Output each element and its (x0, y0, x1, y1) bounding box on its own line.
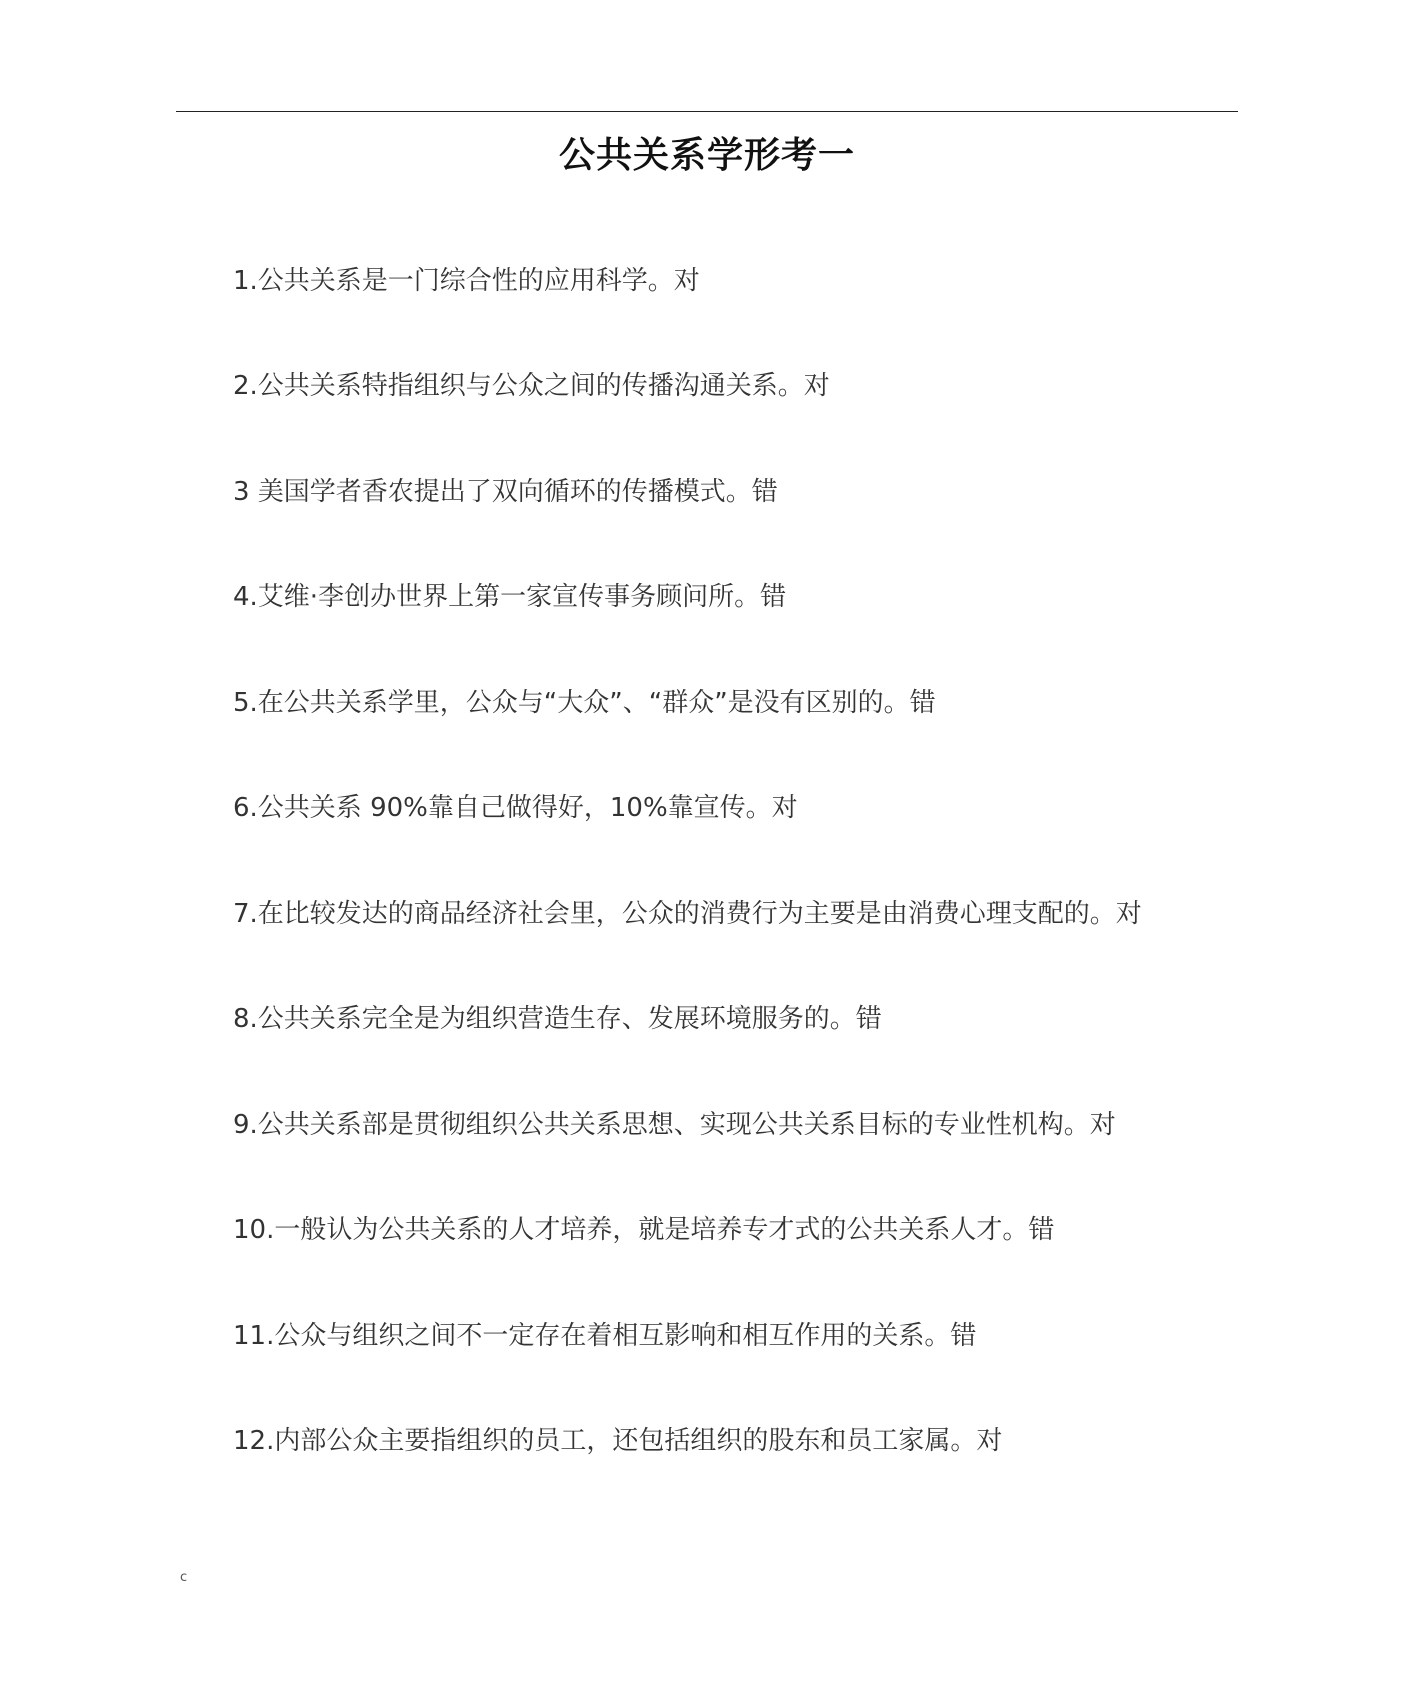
question-item-3: 3 美国学者香农提出了双向循环的传播模式。错 (233, 477, 778, 507)
question-item-12: 12.内部公众主要指组织的员工，还包括组织的股东和员工家属。对 (233, 1426, 1003, 1456)
question-item-11: 11.公众与组织之间不一定存在着相互影响和相互作用的关系。错 (233, 1321, 977, 1351)
question-item-2: 2.公共关系特指组织与公众之间的传播沟通关系。对 (233, 371, 830, 401)
document-title: 公共关系学形考一 (558, 135, 855, 176)
question-item-8: 8.公共关系完全是为组织营造生存、发展环境服务的。错 (233, 1004, 882, 1034)
question-item-4: 4.艾维·李创办世界上第一家宣传事务顾问所。错 (233, 582, 787, 612)
question-item-9: 9.公共关系部是贯彻组织公共关系思想、实现公共关系目标的专业性机构。对 (233, 1110, 1116, 1140)
footer-mark: c (180, 1570, 188, 1585)
question-item-5: 5.在公共关系学里，公众与“大众”、“群众”是没有区别的。错 (233, 688, 936, 718)
question-item-7: 7.在比较发达的商品经济社会里，公众的消费行为主要是由消费心理支配的。对 (233, 899, 1142, 929)
question-item-1: 1.公共关系是一门综合性的应用科学。对 (233, 266, 700, 296)
question-item-6: 6.公共关系 90%靠自己做得好，10%靠宣传。对 (233, 793, 798, 823)
question-item-10: 10.一般认为公共关系的人才培养，就是培养专才式的公共关系人才。错 (233, 1215, 1055, 1245)
header-rule (176, 111, 1238, 112)
